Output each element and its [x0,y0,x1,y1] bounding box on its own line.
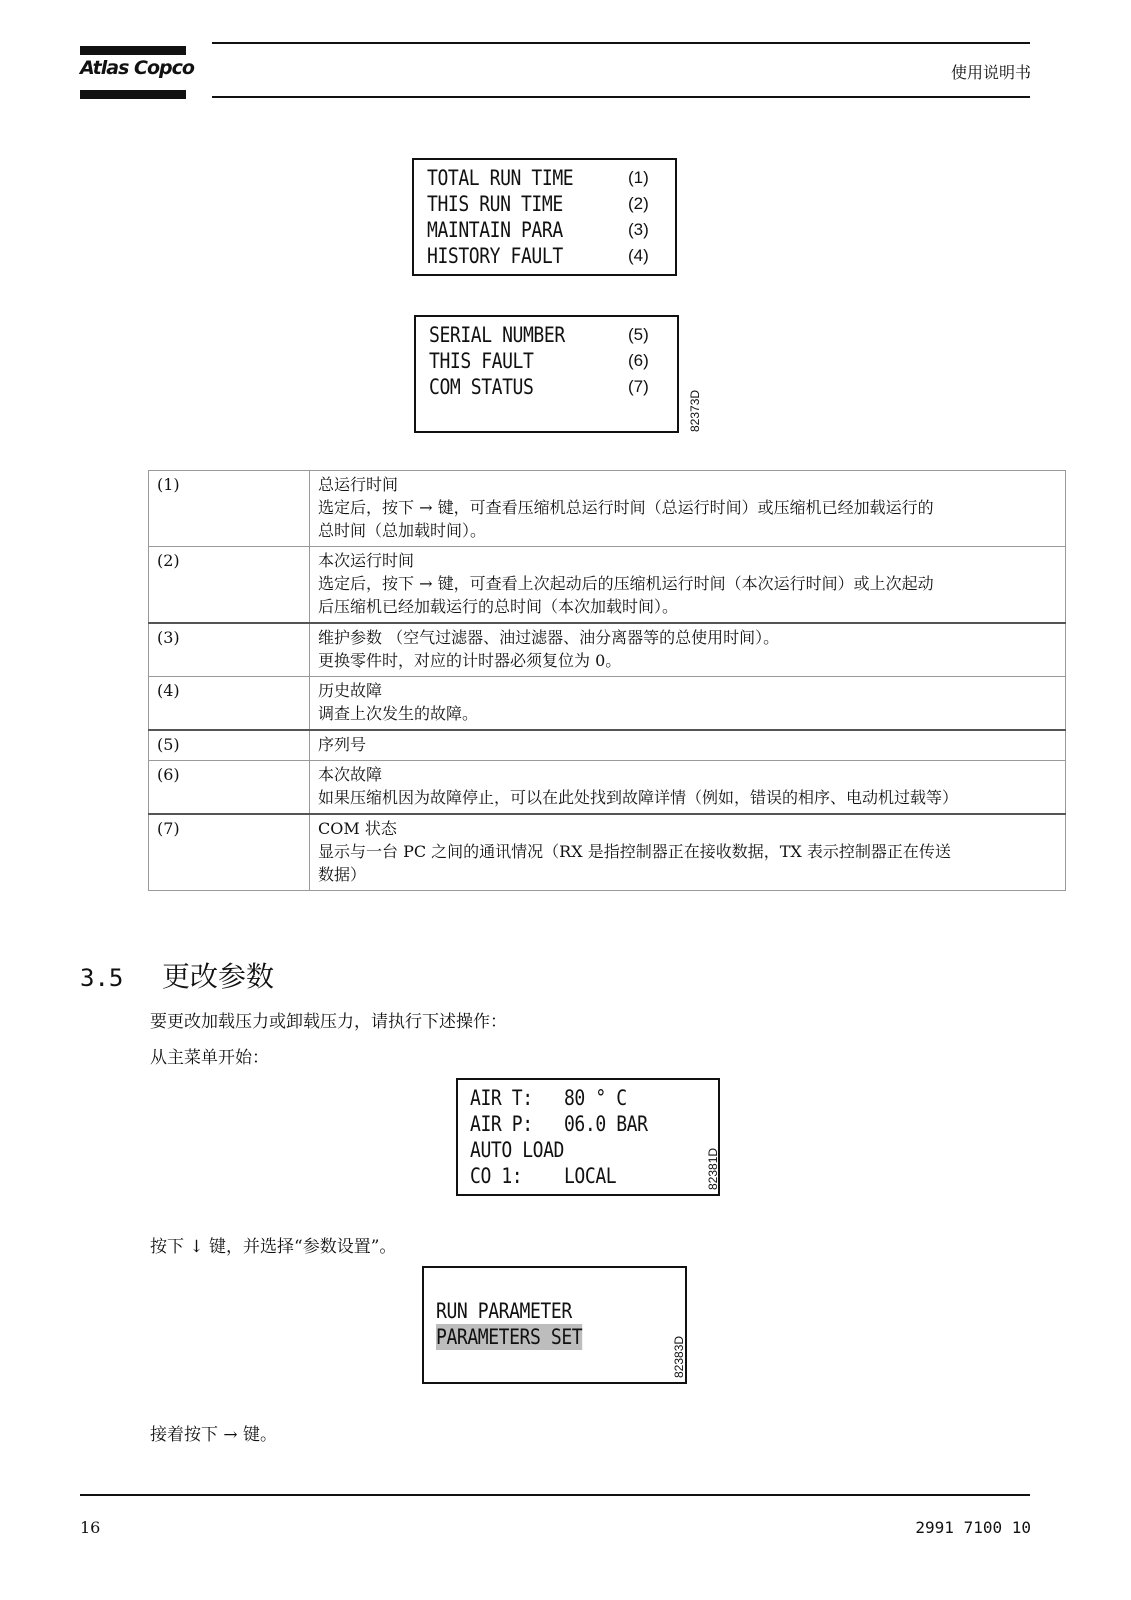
figure-code: 82373D [688,389,702,432]
lcd-line: COM STATUS [429,375,534,399]
footer-rule [80,1494,1030,1496]
header-title: 使用说明书 [950,63,1031,82]
instruction-text: 接着按下 → 键。 [150,1425,278,1445]
table-key: (6) [149,761,310,815]
lcd-line-selected: PARAMETERS SET [436,1325,583,1349]
desc-line: 维护参数 （空气过滤器、油过滤器、油分离器等的总使用时间）。 [318,628,780,647]
table-desc [310,623,1066,677]
lcd-line: THIS FAULT [429,349,534,373]
parameter-table [148,470,1066,891]
desc-line: 总时间（总加载时间）。 [318,521,487,540]
document-number: 2991 7100 10 [915,1518,1031,1537]
table-row [149,623,1066,677]
lcd-menu-2 [414,315,679,433]
section-title: 更改参数 [162,960,275,993]
table-key: (3) [149,623,310,677]
lcd-line: AIR T: 80 ° C [470,1086,627,1110]
figure-code: 82381D [706,1147,720,1190]
lcd-line-number: (5) [628,325,649,344]
table-key: (1) [149,471,310,547]
table-key: (7) [149,814,310,891]
desc-line: 如果压缩机因为故障停止，可以在此处找到故障详情（例如，错误的相序、电动机过载等） [318,788,959,807]
table-row [149,814,1066,891]
desc-line: 调查上次发生的故障。 [318,704,479,723]
lcd-menu-1 [412,158,677,276]
lcd-line-number: (1) [628,168,649,187]
desc-line: 总运行时间 [318,475,399,494]
desc-line: 本次运行时间 [318,551,415,570]
lcd-line: THIS RUN TIME [427,192,563,216]
lcd-line: TOTAL RUN TIME [427,166,574,190]
table-desc [310,471,1066,547]
instruction-text: 从主菜单开始： [150,1048,269,1068]
figure-code: 82383D [672,1335,686,1378]
desc-line: 显示与一台 PC 之间的通讯情况（RX 是指控制器正在接收数据，TX 表示控制器正在传送 [318,842,951,861]
table-row [149,677,1066,731]
lcd-line: RUN PARAMETER [436,1299,572,1323]
table-desc [310,677,1066,731]
lcd-line-number: (3) [628,220,649,239]
table-row [149,547,1066,624]
desc-line: 选定后，按下 → 键，可查看上次起动后的压缩机运行时间（本次运行时间）或上次起动 [318,574,934,593]
section-number: 3.5 [80,964,124,992]
table-desc [310,761,1066,815]
instruction-text: 按下 ↓ 键，并选择“参数设置”。 [150,1237,397,1257]
lcd-line: HISTORY FAULT [427,244,563,268]
table-row [149,730,1066,761]
desc-line: COM 状态 [318,819,397,838]
header-rule-bottom [212,96,1030,98]
table-row [149,471,1066,547]
lcd-line: SERIAL NUMBER [429,323,565,347]
desc-line: 数据） [318,865,367,884]
table-key: (5) [149,730,310,761]
lcd-parameter-menu [422,1266,687,1384]
desc-line: 历史故障 [318,681,383,700]
desc-line: 更换零件时，对应的计时器必须复位为 0。 [318,651,622,670]
lcd-main-menu [456,1078,720,1196]
desc-line: 本次故障 [318,765,383,784]
desc-line: 后压缩机已经加载运行的总时间（本次加载时间）。 [318,597,679,616]
table-desc [310,814,1066,891]
page-number: 16 [80,1518,101,1537]
lcd-line: AIR P: 06.0 BAR [470,1112,648,1136]
instruction-text: 要更改加载压力或卸载压力，请执行下述操作： [150,1012,507,1032]
lcd-line-number: (6) [628,351,649,370]
lcd-line: AUTO LOAD [470,1138,564,1162]
desc-line: 序列号 [318,735,367,754]
header-rule-top [212,42,1030,44]
desc-line: 选定后，按下 → 键，可查看压缩机总运行时间（总运行时间）或压缩机已经加载运行的 [318,498,934,517]
atlas-copco-logo [80,46,194,100]
section-heading [80,955,274,995]
table-desc [310,730,1066,761]
table-row [149,761,1066,815]
lcd-line-number: (4) [628,246,649,265]
logo-text: Atlas Copco [80,57,194,79]
table-desc [310,547,1066,624]
lcd-line-number: (7) [628,377,649,396]
table-key: (2) [149,547,310,624]
lcd-line-number: (2) [628,194,649,213]
lcd-line: CO 1: LOCAL [470,1164,617,1188]
lcd-line: MAINTAIN PARA [427,218,563,242]
table-key: (4) [149,677,310,731]
